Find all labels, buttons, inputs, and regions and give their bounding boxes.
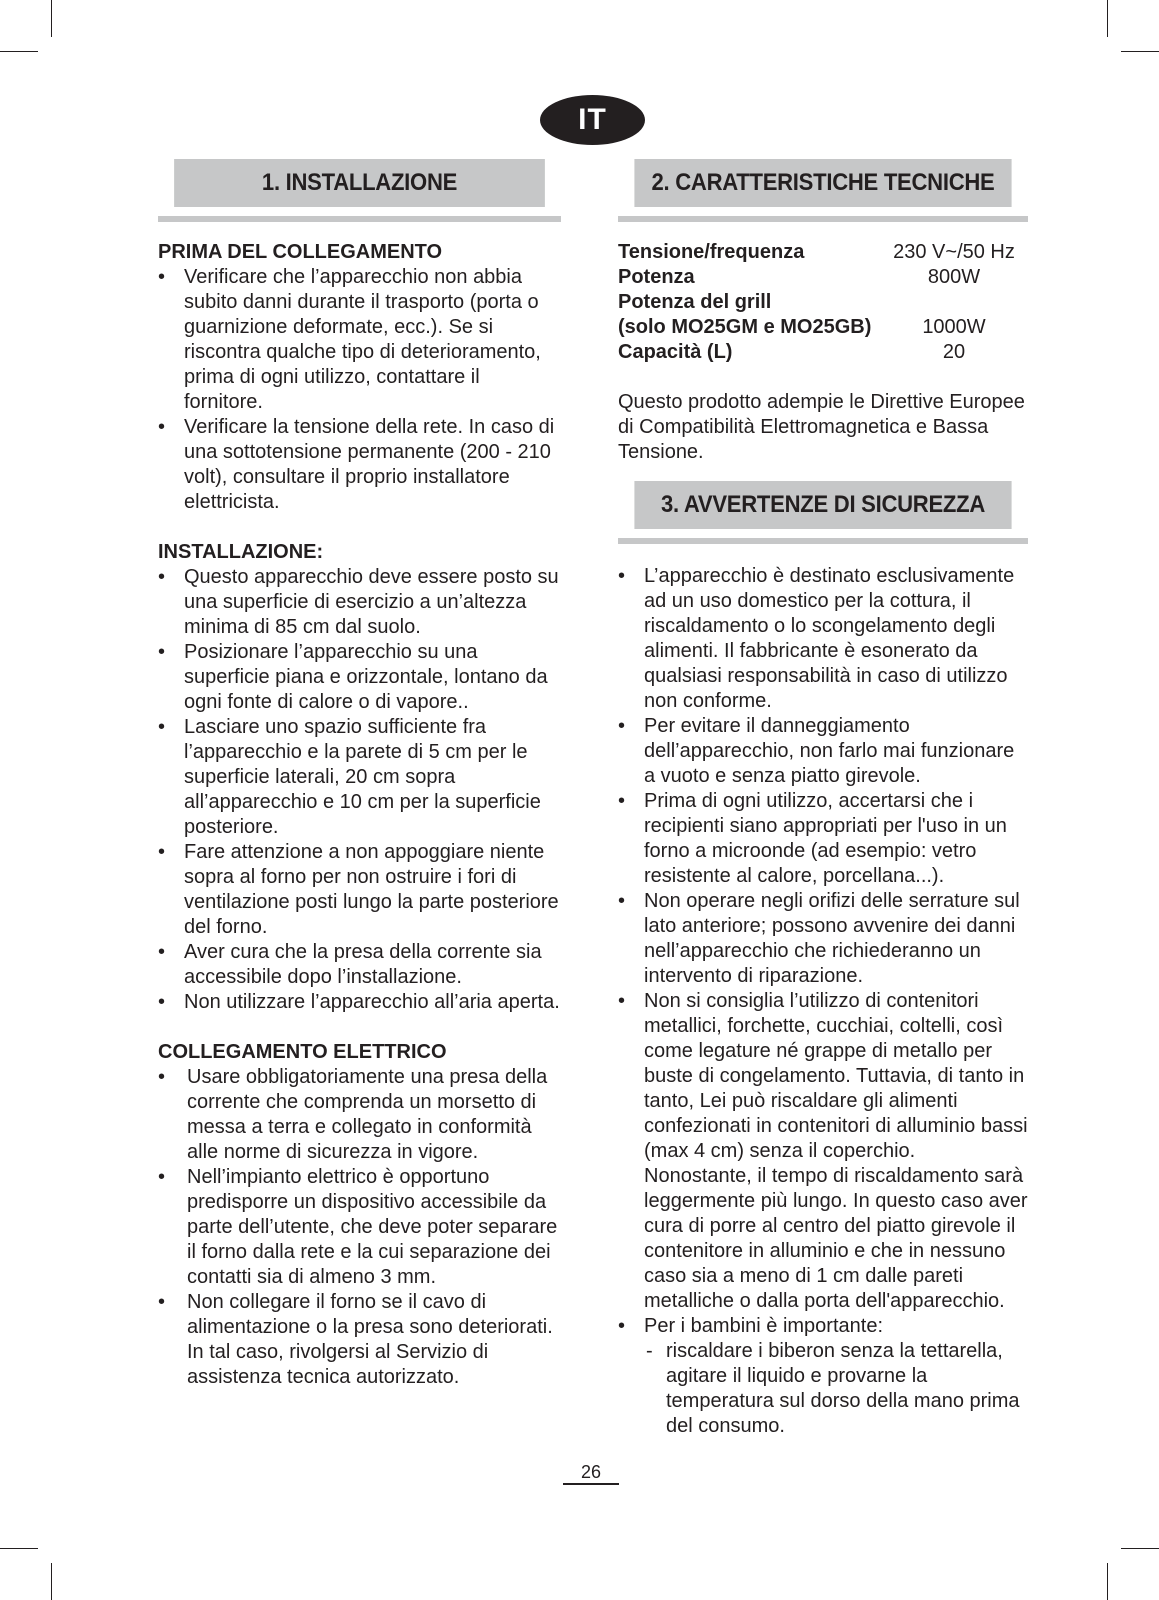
spec-row <box>618 240 1028 265</box>
crop-mark <box>1121 1548 1159 1549</box>
spec-label: Potenza del grill <box>618 291 772 313</box>
list-item: • Questo apparecchio deve essere posto su una superficie di esercizio a un’altezza minima di 85 cm dal suolo. <box>158 565 561 640</box>
specs-safety-column <box>618 159 1028 1439</box>
spec-row <box>618 315 1028 340</box>
section-rule <box>618 538 1028 544</box>
collegamento-list <box>158 1065 561 1390</box>
list-item: • Prima di ogni utilizzo, accertarsi che i recipienti siano appropriati per l'uso in un forno a microonde (ad esempio: vetro resistente al calore, porcellana...). <box>618 789 1028 889</box>
spec-row <box>618 290 1028 315</box>
list-item: • Verificare che l’apparecchio non abbia subito danni durante il trasporto (porta o guarnizione deformate, ecc.). Se si riscontra qualche tipo di deterioramento, prima di ogni utilizzo, contattare il fornitore. <box>158 265 561 415</box>
language-badge: IT <box>540 95 645 145</box>
children-intro: Per i bambini è importante: <box>644 1315 884 1337</box>
section-rule <box>618 216 1028 222</box>
section-title-avvertenze: 3. AVVERTENZE DI SICUREZZA <box>634 481 1011 529</box>
spec-value: 20 <box>942 341 966 363</box>
children-list <box>644 1339 1028 1439</box>
list-item: • Non operare negli orifizi delle serrature sul lato anteriore; possono avvenire dei danni nell’apparecchio che richiederanno un intervento di riparazione. <box>618 889 1028 989</box>
section-title-caratteristiche: 2. CARATTERISTICHE TECNICHE <box>634 159 1011 207</box>
section-title-installazione: 1. INSTALLAZIONE <box>174 159 545 207</box>
list-item: • Non utilizzare l’apparecchio all’aria aperta. <box>158 990 561 1015</box>
list-item: • L’apparecchio è destinato esclusivamente ad un uso domestico per la cottura, il riscaldamento o lo scongelamento degli alimenti. Il fabbricante è esonerato da qualsiasi responsabilità in caso di utilizzo non conforme. <box>618 564 1028 714</box>
subheading-installazione: INSTALLAZIONE: <box>158 541 324 563</box>
crop-mark <box>1107 1563 1108 1600</box>
crop-mark <box>1121 51 1159 52</box>
subheading-collegamento: COLLEGAMENTO ELETTRICO <box>158 1041 447 1063</box>
spec-value: 1000W <box>922 316 986 338</box>
list-item: • Lasciare uno spazio sufficiente fra l’apparecchio e la parete di 5 cm per le superficie laterali, 20 cm sopra all’apparecchio e 10 cm per la superficie posteriore. <box>158 715 561 840</box>
spec-label: (solo MO25GM e MO25GB) <box>618 316 872 338</box>
installation-column <box>158 159 561 1390</box>
spec-label: Potenza <box>618 266 695 288</box>
spec-table <box>618 240 1028 365</box>
list-item: • Aver cura che la presa della corrente sia accessibile dopo l’installazione. <box>158 940 561 990</box>
spec-value: 230 V~/50 Hz <box>893 241 1015 263</box>
collegamento-block <box>158 1040 561 1390</box>
crop-mark <box>0 51 38 52</box>
spec-row <box>618 340 1028 365</box>
crop-mark <box>51 1563 52 1600</box>
crop-mark <box>1107 0 1108 37</box>
spec-row <box>618 265 1028 290</box>
list-item: • Fare attenzione a non appoggiare niente sopra al forno per non ostruire i fori di ventilazione posti lungo la parte posteriore del forno. <box>158 840 561 940</box>
compliance-text: Questo prodotto adempie le Direttive Europee di Compatibilità Elettromagnetica e Bassa Tensione. <box>618 391 1025 463</box>
spec-label: Tensione/frequenza <box>618 241 805 263</box>
prima-list <box>158 265 561 515</box>
spec-value <box>880 290 1028 315</box>
crop-mark <box>0 1548 38 1549</box>
page-number: 26 <box>563 1461 619 1485</box>
installazione-list <box>158 565 561 1015</box>
list-item <box>618 1314 1028 1439</box>
dash-item: - riscaldare i biberon senza la tettarella, agitare il liquido e provarne la temperatura sul dorso della mano prima del consumo. <box>644 1339 1028 1439</box>
installazione-block <box>158 540 561 1015</box>
list-item: • Non collegare il forno se il cavo di alimentazione o la presa sono deteriorati. In tal caso, rivolgersi al Servizio di assistenza tecnica autorizzato. <box>158 1290 561 1390</box>
list-item: • Verificare la tensione della rete. In caso di una sottotensione permanente (200 - 210 volt), consultare il proprio installatore elettricista. <box>158 415 561 515</box>
list-item: • Non si consiglia l’utilizzo di contenitori metallici, forchette, cucchiai, coltelli, così come legature né grappe di metallo per buste di congelamento. Tuttavia, di tanto in tanto, Lei può riscaldare gli alimenti confezionati in contenitori di alluminio bassi (max 4 cm) senza il coperchio. Nonostante, il tempo di riscaldamento sarà leggermente più lungo. In questo caso aver cura di porre al centro del piatto girevole il contenitore in alluminio e che in nessuno caso sia a meno di 1 cm dalle pareti metalliche o dalla porta dell'apparecchio. <box>618 989 1028 1314</box>
safety-list <box>618 564 1028 1439</box>
spec-label: Capacità (L) <box>618 341 733 363</box>
crop-mark <box>51 0 52 37</box>
list-item: • Per evitare il danneggiamento dell’apparecchio, non farlo mai funzionare a vuoto e senza piatto girevole. <box>618 714 1028 789</box>
subheading-prima: PRIMA DEL COLLEGAMENTO <box>158 241 443 263</box>
spec-value: 800W <box>927 266 981 288</box>
section-rule <box>158 216 561 222</box>
list-item: • Nell’impianto elettrico è opportuno predisporre un dispositivo accessibile da parte dell’utente, che deve poter separare il forno dalla rete e la cui separazione dei contatti sia di almeno 3 mm. <box>158 1165 561 1290</box>
list-item: • Posizionare l’apparecchio su una superficie piana e orizzontale, lontano da ogni fonte di calore o di vapore.. <box>158 640 561 715</box>
prima-block <box>158 240 561 515</box>
list-item: • Usare obbligatoriamente una presa della corrente che comprenda un morsetto di messa a terra e collegato in conformità alle norme di sicurezza in vigore. <box>158 1065 561 1165</box>
